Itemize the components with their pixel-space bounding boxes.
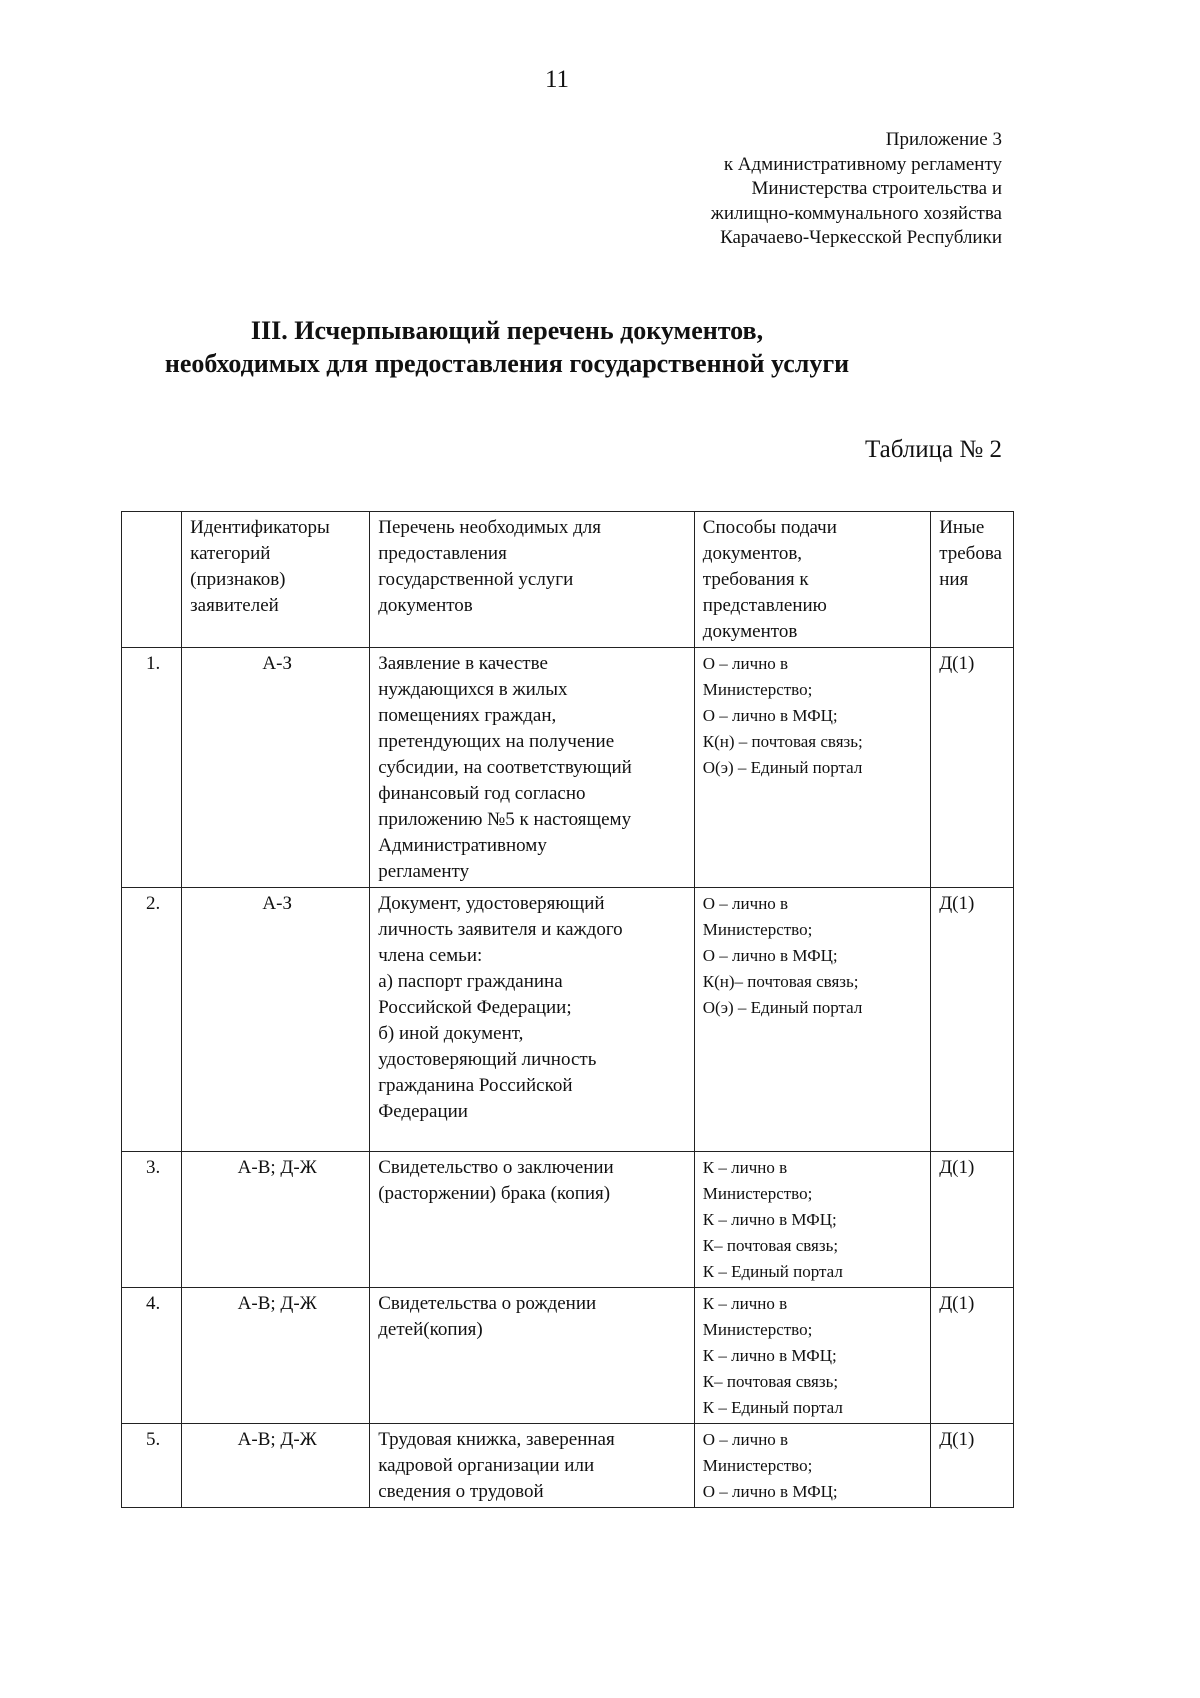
row-other: Д(1)	[931, 888, 1014, 1152]
row-ids: А-В; Д-Ж	[182, 1424, 370, 1508]
method-line: О – лично в МФЦ;	[702, 946, 838, 965]
method-line: К– почтовая связь;	[702, 1236, 839, 1255]
row-other: Д(1)	[931, 648, 1014, 888]
row-other: Д(1)	[931, 1288, 1014, 1424]
table-row	[122, 648, 1014, 888]
method-line: К – Единый портал	[702, 1398, 843, 1417]
row-methods	[694, 888, 930, 1152]
method-line: О – лично в	[702, 1430, 789, 1449]
method-line: К – лично в МФЦ;	[702, 1346, 837, 1365]
header-documents: Перечень необходимых для предоставления государственной услуги документов	[370, 512, 695, 648]
row-ids: А-З	[182, 888, 370, 1152]
method-line: К – лично в	[702, 1158, 788, 1177]
table-header-row	[122, 512, 1014, 648]
row-other: Д(1)	[931, 1152, 1014, 1288]
table-row	[122, 1288, 1014, 1424]
row-number: 1.	[122, 648, 182, 888]
method-line: О – лично в	[702, 894, 789, 913]
row-ids: А-В; Д-Ж	[182, 1152, 370, 1288]
method-line: К – Единый портал	[702, 1262, 843, 1281]
method-line: К – лично в	[702, 1294, 788, 1313]
row-document: Свидетельства о рождении детей(копия)	[370, 1288, 695, 1424]
row-document: Трудовая книжка, заверенная кадровой организации или сведения о трудовой	[370, 1424, 695, 1508]
method-line: К – лично в МФЦ;	[702, 1210, 837, 1229]
method-line: Министерство;	[702, 1184, 813, 1203]
appendix-line: жилищно-коммунального хозяйства	[710, 202, 1002, 224]
appendix-line: Министерства строительства и	[751, 178, 1002, 199]
appendix-reference	[711, 128, 1002, 251]
row-number: 3.	[122, 1152, 182, 1288]
row-methods	[694, 648, 930, 888]
row-methods	[694, 1424, 930, 1508]
method-line: О – лично в МФЦ;	[702, 1482, 838, 1501]
row-number: 2.	[122, 888, 182, 1152]
table-row	[122, 1424, 1014, 1508]
page-number: 11	[544, 66, 570, 93]
row-ids: А-З	[182, 648, 370, 888]
method-line: К(н) – почтовая связь;	[702, 732, 863, 751]
method-line: О – лично в МФЦ;	[702, 706, 838, 725]
row-methods	[694, 1152, 930, 1288]
header-number-cell	[122, 512, 182, 648]
row-document: Документ, удостоверяющий личность заявителя и каждого члена семьи: а) паспорт гражданина Российской Федерации; б) иной документ, удостоверяющий личность гражданина Российской Федерации	[370, 888, 695, 1152]
section-title	[0, 314, 1014, 380]
method-line: Министерство;	[702, 1320, 813, 1339]
table-label: Таблица № 2	[864, 436, 1002, 463]
row-number: 5.	[122, 1424, 182, 1508]
method-line: К– почтовая связь;	[702, 1372, 839, 1391]
row-document: Свидетельство о заключении (расторжении) брака (копия)	[370, 1152, 695, 1288]
method-line: Министерство;	[702, 920, 813, 939]
row-methods	[694, 1288, 930, 1424]
table-row	[122, 888, 1014, 1152]
row-other: Д(1)	[931, 1424, 1014, 1508]
appendix-line: Карачаево-Черкесской Республики	[720, 227, 1002, 248]
header-ids: Идентификаторы категорий (признаков) заявителей	[182, 512, 370, 648]
appendix-line: к Административному регламенту	[723, 153, 1002, 175]
method-line: О – лично в	[702, 654, 789, 673]
header-methods: Способы подачи документов, требования к представлению документов	[694, 512, 930, 648]
method-line: О(э) – Единый портал	[702, 758, 863, 777]
row-document: Заявление в качестве нуждающихся в жилых помещениях граждан, претендующих на получение субсидии, на соответствующий финансовый год согласно приложению №5 к настоящему Административному регламенту	[370, 648, 695, 888]
documents-table	[121, 511, 1014, 1508]
method-line: К(н)– почтовая связь;	[702, 972, 859, 991]
row-ids: А-В; Д-Ж	[182, 1288, 370, 1424]
header-other: Иные требова ния	[931, 512, 1014, 648]
section-title-line: III. Исчерпывающий перечень документов,	[250, 316, 764, 345]
section-title-line: необходимых для предоставления государственной услуги	[164, 349, 850, 378]
method-line: О(э) – Единый портал	[702, 998, 863, 1017]
method-line: Министерство;	[702, 680, 813, 699]
table-row	[122, 1152, 1014, 1288]
appendix-line: Приложение 3	[885, 129, 1002, 150]
method-line: Министерство;	[702, 1456, 813, 1475]
row-number: 4.	[122, 1288, 182, 1424]
